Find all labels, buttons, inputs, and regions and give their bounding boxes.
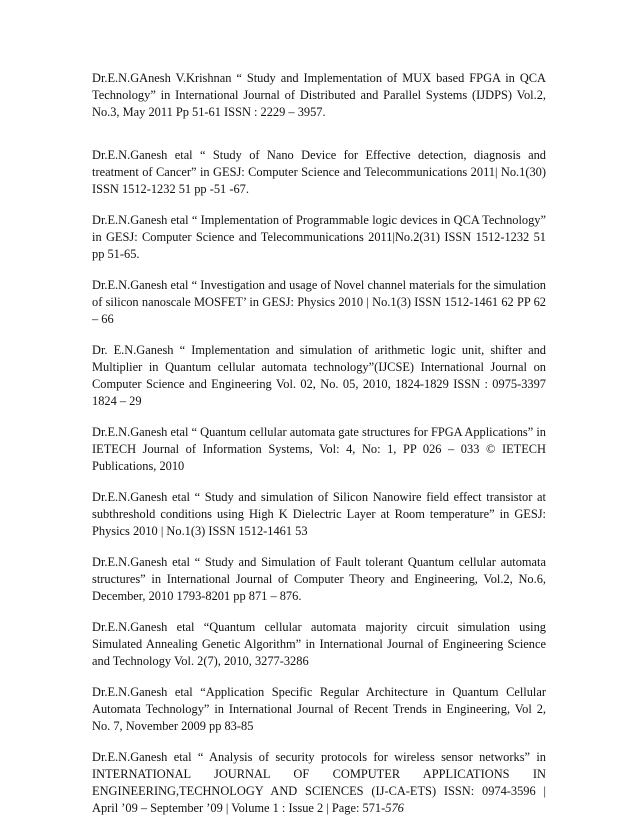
reference-11 xyxy=(92,749,546,817)
reference-3: Dr.E.N.Ganesh etal “ Implementation of Programmable logic devices in QCA Technology” in GESJ: Computer Science and Telecommunications 2011|No.2(31) ISSN 1512-1232 51 pp 51-65. xyxy=(92,213,546,261)
reference-11-text: Dr.E.N.Ganesh etal “ Analysis of security protocols for wireless sensor networks” in INTERNATIONAL JOURNAL OF COMPUTER APPLICATIONS IN ENGINEERING,TECHNOLOGY AND SCIENCES (IJ-CA-ETS) ISSN: 0974-3596 | April ’09 – September ’09 | Volume 1 : Issue 2 | Page: 571- xyxy=(92,750,546,815)
reference-1: Dr.E.N.GAnesh V.Krishnan “ Study and Implementation of MUX based FPGA in QCA Technology” in International Journal of Distributed and Parallel Systems (IJDPS) Vol.2, No.3, May 2011 Pp 51-61 ISSN : 2229 – 3957. xyxy=(92,71,546,119)
reference-10: Dr.E.N.Ganesh etal “Application Specific Regular Architecture in Quantum Cellular Automata Technology” in International Journal of Recent Trends in Engineering, Vol 2, No. 7, November 2009 pp 83-85 xyxy=(92,685,546,733)
reference-6: Dr.E.N.Ganesh etal “ Quantum cellular automata gate structures for FPGA Applications” in IETECH Journal of Information Systems, Vol: 4, No: 1, PP 026 – 033 © IETECH Publications, 2010 xyxy=(92,425,546,473)
reference-8: Dr.E.N.Ganesh etal “ Study and Simulation of Fault tolerant Quantum cellular automata structures” in International Journal of Computer Theory and Engineering, Vol.2, No.6, December, 2010 1793-8201 pp 871 – 876. xyxy=(92,555,546,603)
reference-7: Dr.E.N.Ganesh etal “ Study and simulation of Silicon Nanowire field effect transistor at subthreshold conditions using High K Dielectric Layer at Room temperature” in GESJ: Physics 2010 | No.1(3) ISSN 1512-1461 53 xyxy=(92,490,546,538)
reference-9: Dr.E.N.Ganesh etal “Quantum cellular automata majority circuit simulation using Simulated Annealing Genetic Algorithm” in International Journal of Engineering Science and Technology Vol. 2(7), 2010, 3277-3286 xyxy=(92,620,546,668)
document-page xyxy=(92,70,546,817)
reference-4: Dr.E.N.Ganesh etal “ Investigation and usage of Novel channel materials for the simulation of silicon nanoscale MOSFET’ in GESJ: Physics 2010 | No.1(3) ISSN 1512-1461 62 PP 62 – 66 xyxy=(92,278,546,326)
reference-11-page-end: 576 xyxy=(385,801,404,815)
reference-2: Dr.E.N.Ganesh etal “ Study of Nano Device for Effective detection, diagnosis and treatment of Cancer” in GESJ: Computer Science and Telecommunications 2011| No.1(30) ISSN 1512-1232 51 pp -51 -67. xyxy=(92,148,546,196)
reference-5: Dr. E.N.Ganesh “ Implementation and simulation of arithmetic logic unit, shifter and Multiplier in Quantum cellular automata technology”(IJCSE) International Journal on Computer Science and Engineering Vol. 02, No. 05, 2010, 1824-1829 ISSN : 0975-3397 1824 – 29 xyxy=(92,343,546,408)
